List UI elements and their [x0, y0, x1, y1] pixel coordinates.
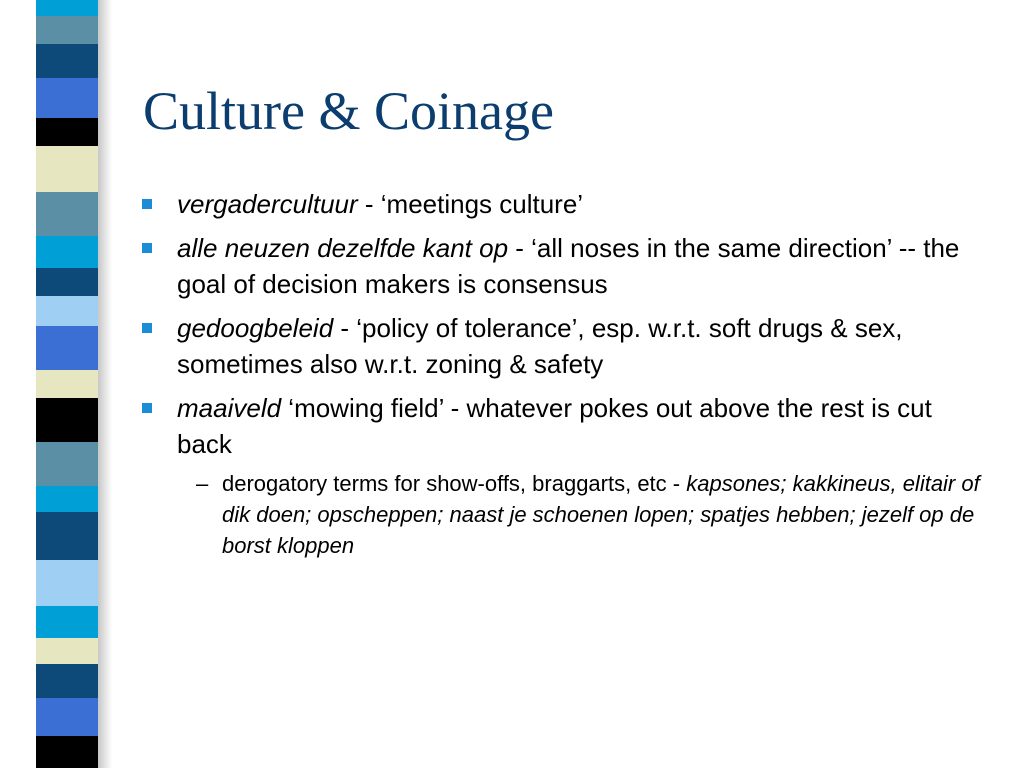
strip-shadow: [98, 0, 112, 768]
bullet-item: [140, 230, 990, 302]
dutch-term: maaiveld: [177, 393, 282, 423]
square-bullet-icon: [142, 243, 152, 253]
square-bullet-icon: [142, 323, 152, 333]
bullet-item: [140, 186, 990, 222]
sub-bullet-terms: kapsones; kakkineus, elitair of dik doen; opscheppen; naast je schoenen lopen; spatjes hebben; jezelf op de borst kloppen: [222, 471, 980, 558]
sub-bullet-text: derogatory terms for show-offs, braggarts, etc -: [222, 471, 687, 496]
slide-title: Culture & Coinage: [143, 81, 554, 141]
dutch-term: alle neuzen dezelfde kant op: [177, 233, 509, 263]
bullet-item: [140, 310, 990, 382]
bullet-list: [140, 186, 990, 569]
square-bullet-icon: [142, 403, 152, 413]
dutch-term: vergadercultuur: [177, 189, 358, 219]
sub-bullet-list: [177, 468, 990, 561]
dash-bullet-icon: –: [196, 471, 209, 496]
bullet-text: ‘mowing field’ - whatever pokes out above the rest is cut back: [177, 393, 932, 459]
bullet-text: - ‘policy of tolerance’, esp. w.r.t. soft drugs & sex, sometimes also w.r.t. zoning & safety: [177, 313, 903, 379]
decorative-color-strip: [36, 0, 98, 768]
sub-bullet-item: [177, 468, 990, 561]
bullet-item: [140, 390, 990, 561]
bullet-text: - ‘meetings culture’: [357, 189, 584, 219]
square-bullet-icon: [142, 199, 152, 209]
dutch-term: gedoogbeleid: [177, 313, 334, 343]
bullet-text: - ‘all noses in the same direction’ -- the goal of decision makers is consensus: [177, 233, 960, 299]
